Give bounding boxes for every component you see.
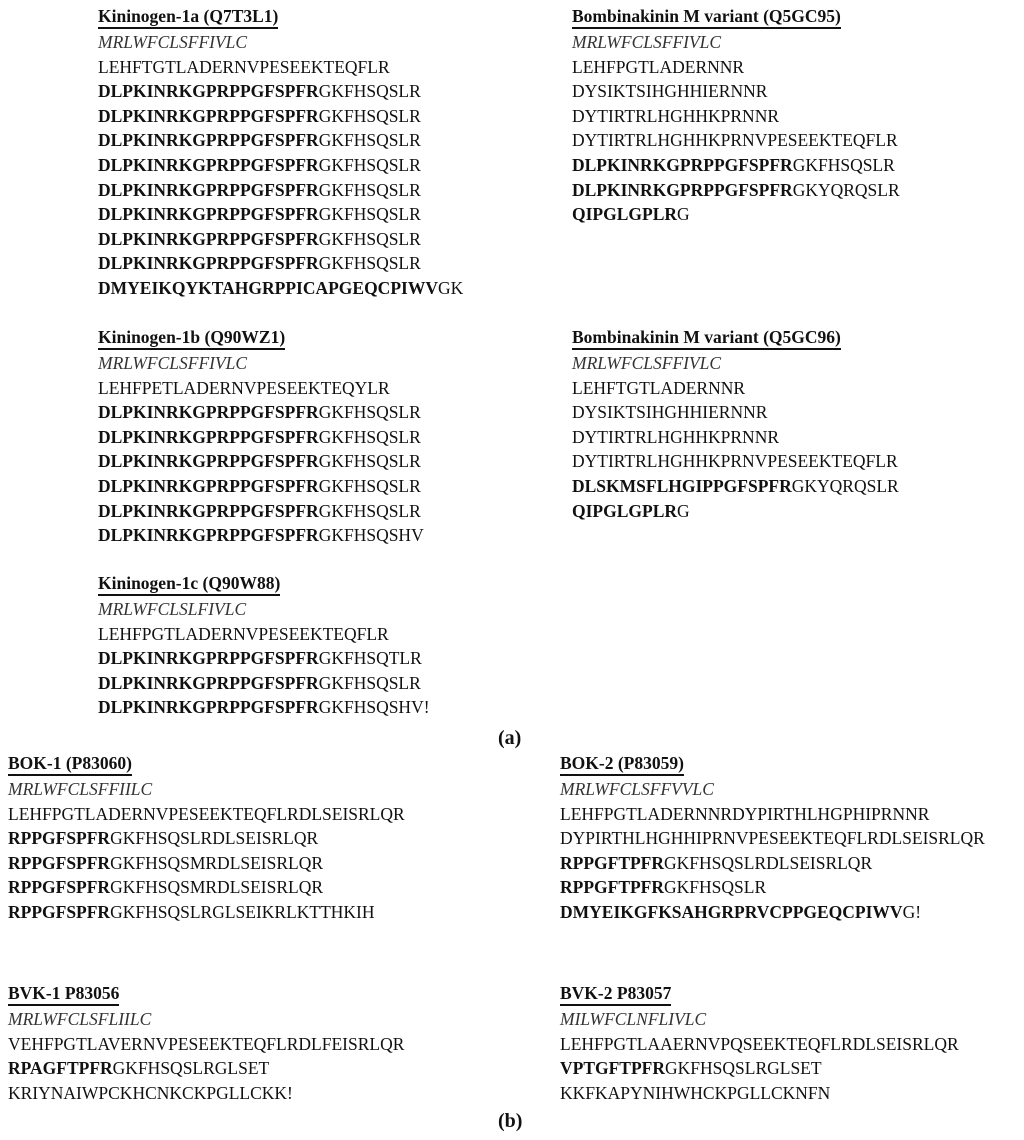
sequence-line (560, 900, 985, 925)
sequence-line (572, 376, 899, 401)
plain-segment: GKFHSQSLR (318, 130, 421, 151)
plain-segment: KKFKAPYNIHWHCKPGLLCKNFN (560, 1082, 831, 1103)
signal-peptide: MRLWFCLSFLIILC (8, 1009, 152, 1029)
plain-segment: GKFHSQSLR (318, 475, 421, 496)
sequence-line (560, 802, 985, 827)
plain-segment: DYTIRTRLHGHHKPRNVPESEEKTEQFLR (572, 451, 898, 472)
plain-segment: DYTIRTRLHGHHKPRNNR (572, 426, 780, 447)
signal-peptide: MRLWFCLSFFIILC (8, 779, 153, 799)
sequence-block-bombinakinin-q5gc95 (572, 4, 900, 227)
bold-segment: DMYEIKGFKSAHGRPRVCPPGEQCPIWV (560, 901, 903, 922)
sequence-line (560, 1081, 959, 1106)
signal-peptide: MRLWFCLSFFIVLC (572, 353, 722, 373)
bold-segment: DLPKINRKGPRPPGFSPFR (98, 500, 319, 521)
plain-segment: GKFHSQSLR (318, 451, 421, 472)
block-title: Kininogen-1a (Q7T3L1) (98, 6, 278, 29)
bold-segment: DLPKINRKGPRPPGFSPFR (98, 402, 319, 423)
bold-segment: DLPKINRKGPRPPGFSPFR (98, 130, 319, 151)
sequence-block-bvk-1 (8, 981, 404, 1105)
signal-peptide: MRLWFCLSFFVVLC (560, 779, 714, 799)
sequence-line (98, 646, 430, 671)
plain-segment: GKFHSQSLR (318, 426, 421, 447)
plain-segment: LEHFPGTLADERNVPESEEKTEQFLR (98, 623, 389, 644)
sequence-line (98, 400, 424, 425)
plain-segment: LEHFPGTLADERNNRDYPIRTHLHGPHIPRNNR (560, 803, 930, 824)
bold-segment: VPTGFTPFR (560, 1058, 665, 1079)
sequence-line (8, 1056, 404, 1081)
sequence-line (98, 695, 430, 720)
plain-segment: GKFHSQSLRDLSEISRLQR (110, 828, 319, 849)
bold-segment: DLPKINRKGPRPPGFSPFR (98, 525, 319, 546)
plain-segment: GKFHSQSLR (792, 154, 895, 175)
plain-segment: GKFHSQSLR (318, 228, 421, 249)
block-title: Bombinakinin M variant (Q5GC95) (572, 6, 841, 29)
plain-segment: GKFHSQSLR (318, 402, 421, 423)
sequence-line (98, 104, 463, 129)
sequence-line (98, 178, 463, 203)
plain-segment: GKYQRQSLR (792, 179, 900, 200)
block-title: Kininogen-1b (Q90WZ1) (98, 327, 285, 350)
panel-label-a: (a) (498, 727, 522, 749)
plain-segment: GKFHSQSHV! (318, 697, 430, 718)
bold-segment: DLPKINRKGPRPPGFSPFR (572, 154, 793, 175)
sequence-line (98, 376, 424, 401)
plain-segment: GKFHSQSLR (318, 500, 421, 521)
sequence-line (98, 128, 463, 153)
plain-segment: VEHFPGTLAVERNVPESEEKTEQFLRDLFEISRLQR (8, 1033, 405, 1054)
sequence-line (572, 178, 900, 203)
block-title: Bombinakinin M variant (Q5GC96) (572, 327, 841, 350)
bold-segment: DLPKINRKGPRPPGFSPFR (98, 105, 319, 126)
signal-peptide: MRLWFCLSFFIVLC (98, 353, 248, 373)
bold-segment: DLPKINRKGPRPPGFSPFR (98, 475, 319, 496)
plain-segment: GKFHSQSLRGLSET (112, 1058, 270, 1079)
plain-segment: GKFHSQSLR (318, 672, 421, 693)
sequence-block-bvk-2 (560, 981, 959, 1105)
sequence-block-bombinakinin-q5gc96 (572, 325, 899, 523)
plain-segment: GKFHSQSLR (664, 877, 767, 898)
bold-segment: RPPGFSPFR (8, 901, 111, 922)
bold-segment: DLPKINRKGPRPPGFSPFR (98, 426, 319, 447)
plain-segment: GKFHSQSLR (318, 105, 421, 126)
sequence-line (572, 449, 899, 474)
sequence-line (8, 826, 405, 851)
sequence-line (8, 851, 405, 876)
plain-segment: G (677, 204, 690, 225)
sequence-line (98, 499, 424, 524)
sequence-line (560, 875, 985, 900)
sequence-line (572, 425, 899, 450)
bold-segment: RPPGFSPFR (8, 828, 111, 849)
sequence-line (98, 251, 463, 276)
sequence-block-bok-1 (8, 751, 405, 925)
sequence-line (98, 474, 424, 499)
sequence-block-kininogen-1b (98, 325, 424, 548)
plain-segment: DYSIKTSIHGHHIERNNR (572, 402, 768, 423)
sequence-line (572, 128, 900, 153)
signal-peptide: MRLWFCLSFFIVLC (98, 32, 248, 52)
bold-segment: RPAGFTPFR (8, 1058, 113, 1079)
sequence-line (8, 900, 405, 925)
plain-segment: GKFHSQSLR (318, 204, 421, 225)
sequence-line (572, 79, 900, 104)
sequence-line (8, 802, 405, 827)
sequence-line (572, 400, 899, 425)
sequence-line (98, 425, 424, 450)
sequence-line (98, 523, 424, 548)
sequence-line (572, 104, 900, 129)
plain-segment: LEHFPETLADERNVPESEEKTEQYLR (98, 377, 390, 398)
plain-segment: GKFHSQSLRGLSET (665, 1058, 822, 1079)
signal-peptide: MILWFCLNFLIVLC (560, 1009, 707, 1029)
plain-segment: GKYQRQSLR (791, 475, 899, 496)
sequence-line (8, 1081, 404, 1106)
sequence-line (572, 55, 900, 80)
block-title: BOK-1 (P83060) (8, 753, 132, 776)
plain-segment: G! (902, 901, 922, 922)
plain-segment: KRIYNAIWPCKHCNKCKPGLLCKK! (8, 1082, 293, 1103)
sequence-line (560, 851, 985, 876)
sequence-line (98, 227, 463, 252)
sequence-line (560, 1056, 959, 1081)
plain-segment: GKFHSQTLR (318, 648, 422, 669)
sequence-line (572, 202, 900, 227)
bold-segment: DLPKINRKGPRPPGFSPFR (98, 451, 319, 472)
sequence-block-bok-2 (560, 751, 985, 925)
bold-segment: RPPGFTPFR (560, 877, 665, 898)
bold-segment: DLPKINRKGPRPPGFSPFR (98, 648, 319, 669)
signal-peptide: MRLWFCLSLFIVLC (98, 599, 247, 619)
plain-segment: LEHFPGTLAAERNVPQSEEKTEQFLRDLSEISRLQR (560, 1033, 959, 1054)
bold-segment: RPPGFTPFR (560, 852, 665, 873)
plain-segment: LEHFTGTLADERNNR (572, 377, 746, 398)
plain-segment: GKFHSQSMRDLSEISRLQR (110, 852, 324, 873)
sequence-line (98, 55, 463, 80)
plain-segment: DYTIRTRLHGHHKPRNNR (572, 105, 780, 126)
sequence-line (98, 622, 430, 647)
sequence-line (98, 671, 430, 696)
plain-segment: G (677, 500, 690, 521)
plain-segment: DYPIRTHLHGHHIPRNVPESEEKTEQFLRDLSEISRLQR (560, 828, 985, 849)
plain-segment: GKFHSQSLR (318, 154, 421, 175)
sequence-line (98, 202, 463, 227)
plain-segment: DYSIKTSIHGHHIERNNR (572, 81, 768, 102)
panel-label-b: (b) (498, 1110, 523, 1132)
sequence-line (8, 1032, 404, 1057)
bold-segment: RPPGFSPFR (8, 852, 111, 873)
bold-segment: RPPGFSPFR (8, 877, 111, 898)
bold-segment: DLPKINRKGPRPPGFSPFR (572, 179, 793, 200)
plain-segment: GKFHSQSLRGLSEIKRLKTTHKIH (110, 901, 375, 922)
bold-segment: DLPKINRKGPRPPGFSPFR (98, 697, 319, 718)
plain-segment: DYTIRTRLHGHHKPRNVPESEEKTEQFLR (572, 130, 898, 151)
sequence-line (98, 276, 463, 301)
plain-segment: GKFHSQSLR (318, 179, 421, 200)
bold-segment: DLPKINRKGPRPPGFSPFR (98, 154, 319, 175)
signal-peptide: MRLWFCLSFFIVLC (572, 32, 722, 52)
plain-segment: GKFHSQSHV (318, 525, 424, 546)
sequence-line (572, 474, 899, 499)
plain-segment: LEHFTGTLADERNVPESEEKTEQFLR (98, 56, 390, 77)
sequence-line (98, 153, 463, 178)
sequence-line (560, 1032, 959, 1057)
bold-segment: QIPGLGPLR (572, 500, 678, 521)
plain-segment: GKFHSQSLR (318, 253, 421, 274)
bold-segment: DLPKINRKGPRPPGFSPFR (98, 204, 319, 225)
sequence-line (98, 79, 463, 104)
sequence-line (572, 153, 900, 178)
bold-segment: QIPGLGPLR (572, 204, 678, 225)
plain-segment: LEHFPGTLADERNNR (572, 56, 745, 77)
bold-segment: DLPKINRKGPRPPGFSPFR (98, 672, 319, 693)
bold-segment: DLPKINRKGPRPPGFSPFR (98, 253, 319, 274)
block-title: BOK-2 (P83059) (560, 753, 684, 776)
bold-segment: DLPKINRKGPRPPGFSPFR (98, 81, 319, 102)
plain-segment: GKFHSQSLR (318, 81, 421, 102)
plain-segment: GKFHSQSMRDLSEISRLQR (110, 877, 324, 898)
sequence-line (572, 499, 899, 524)
sequence-block-kininogen-1c (98, 571, 430, 720)
sequence-line (98, 449, 424, 474)
block-title: BVK-2 P83057 (560, 983, 671, 1006)
bold-segment: DLSKMSFLHGIPPGFSPFR (572, 475, 792, 496)
bold-segment: DLPKINRKGPRPPGFSPFR (98, 228, 319, 249)
block-title: BVK-1 P83056 (8, 983, 119, 1006)
plain-segment: GK (437, 277, 464, 298)
bold-segment: DLPKINRKGPRPPGFSPFR (98, 179, 319, 200)
plain-segment: LEHFPGTLADERNVPESEEKTEQFLRDLSEISRLQR (8, 803, 405, 824)
block-title: Kininogen-1c (Q90W88) (98, 573, 280, 596)
sequence-line (8, 875, 405, 900)
plain-segment: GKFHSQSLRDLSEISRLQR (664, 852, 873, 873)
bold-segment: DMYEIKQYKTAHGRPPICAPGEQCPIWV (98, 277, 438, 298)
sequence-block-kininogen-1a (98, 4, 463, 301)
sequence-line (560, 826, 985, 851)
